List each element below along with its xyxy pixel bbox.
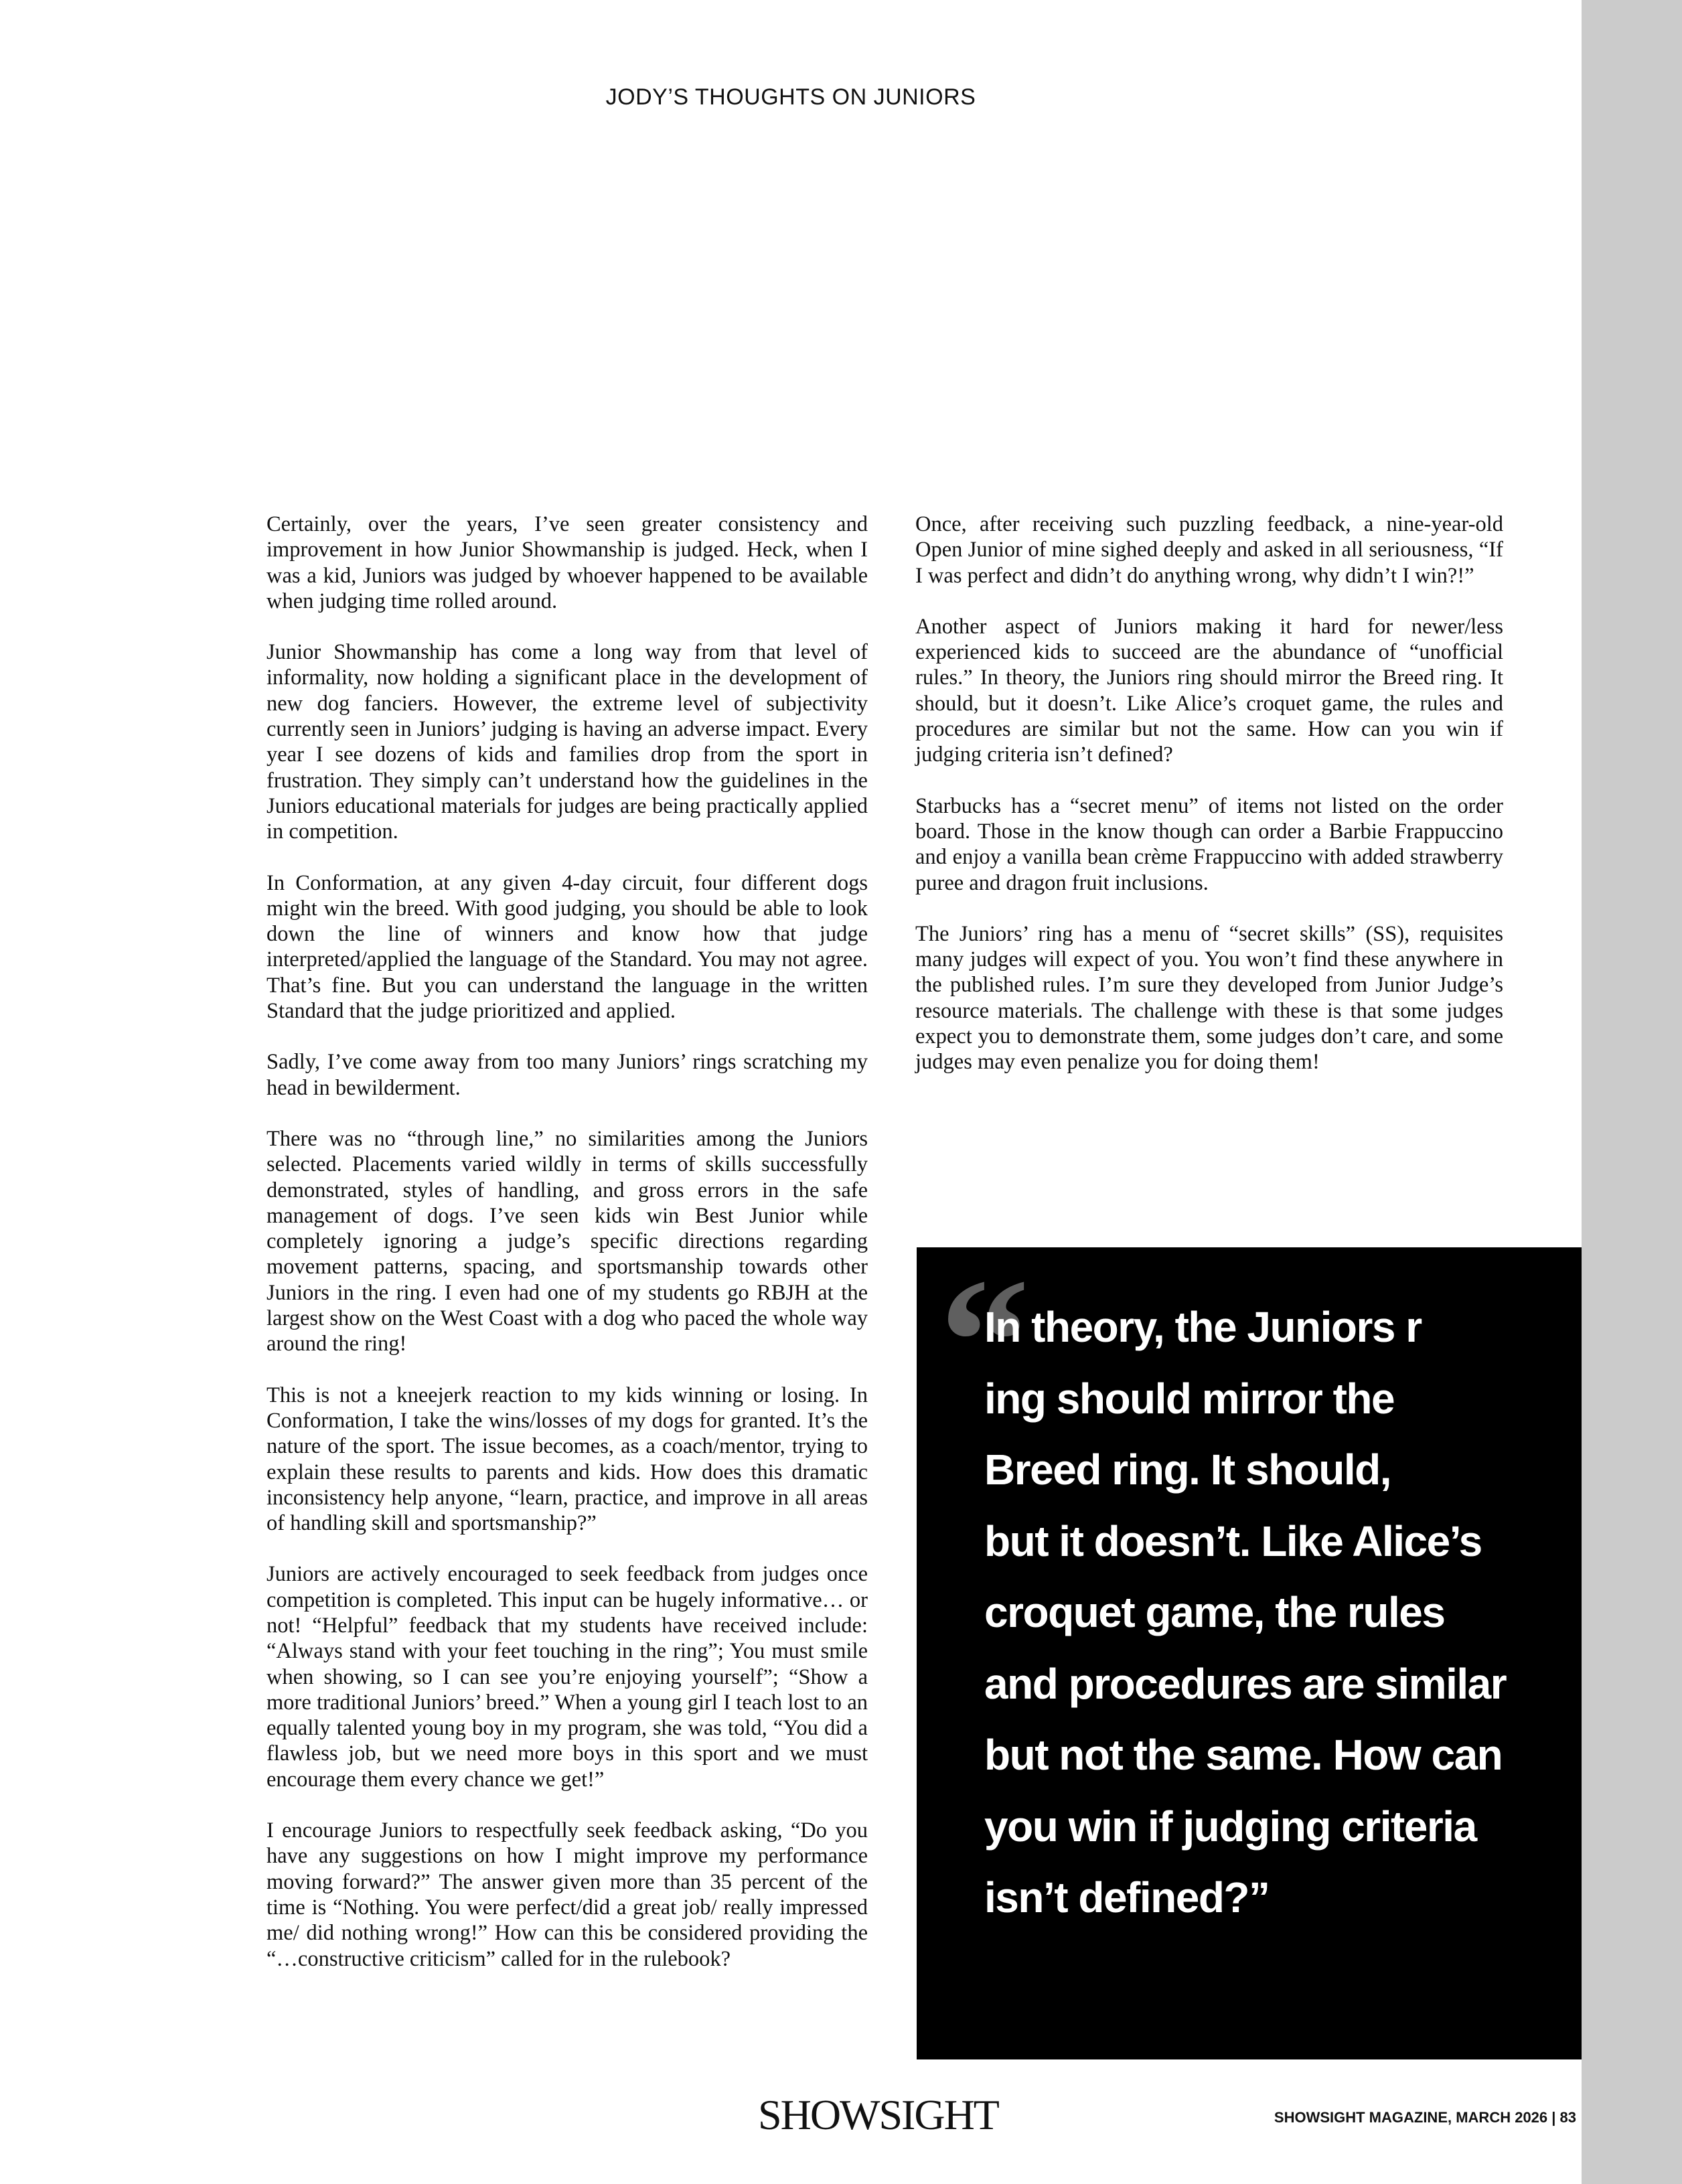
paragraph: Junior Showmanship has come a long way from that level of informality, now holding a significant place in the development of new dog fanciers. However, the extreme level of subjectivity currently seen in Juniors’ judging is having an adverse impact. Every year I see dozens of kids and families drop from the sport in frustration. They simply can’t understand how the guidelines in the Juniors educational materials for judges are being practically applied in competition. [266,640,868,844]
quote-mark-icon: “ [939,1241,1030,1441]
pull-quote-line: you win if judging criteria [984,1802,1476,1851]
paragraph: In Conformation, at any given 4-day circuit, four different dogs might win the breed. With good judging, you should be able to look down the line of winners and know how that judge interpreted/applied the language of the Standard. You may not agree. That’s fine. But you can understand the language in the written Standard that the judge prioritized and applied. [266,870,868,1024]
pull-quote-line: but it doesn’t. Like Alice’s [984,1516,1482,1565]
pull-quote-box [917,1241,1582,2059]
pull-quote-line: Breed ring. It should, [984,1446,1391,1494]
pull-quote-line: ing should mirror the [984,1374,1395,1423]
paragraph: Sadly, I’ve come away from too many Juniors’ rings scratching my head in bewilderment. [266,1050,868,1100]
paragraph: This is not a kneejerk reaction to my kids winning or losing. In Conformation, I take the wins/losses of my dogs for granted. It’s the nature of the sport. The issue becomes, as a coach/mentor, trying to explain these results to parents and kids. How does this dramatic inconsistency help anyone, “learn, practice, and improve in all areas of handling skill and sportsmanship?” [266,1383,868,1536]
pull-quote-text [984,1292,1574,1934]
paragraph: Another aspect of Juniors making it hard for newer/less experienced kids to succeed are the abundance of “unofficial rules.” In theory, the Juniors ring should mirror the Breed ring. It should, but it doesn’t. Like Alice’s croquet game, the rules and procedures are similar but not the same. How can you win if judging criteria isn’t defined? [915,614,1503,767]
magazine-logo: SHOWSIGHT [758,2091,998,2138]
paragraph: Juniors are actively encouraged to seek feedback from judges once competition is completed. This input can be hugely informative… or not! “Helpful” feedback that my students have received include: “Always stand with your feet touching in the ring”; You must smile when showing, so I can see you’re enjoying yourself”; “Show a more traditional Juniors’ breed.” When a young girl I teach lost to an equally talented young boy in my program, she was told, “You did a flawless job, but we need more boys in this sport and we must encourage them every chance we get!” [266,1562,868,1792]
right-column [915,512,1503,1101]
page-header: JODY’S THOUGHTS ON JUNIORS [605,84,976,110]
page-footer: SHOWSIGHT MAGAZINE, MARCH 2026 | 83 [1274,2109,1576,2126]
paragraph: Once, after receiving such puzzling feedback, a nine-year-old Open Junior of mine sighed deeply and asked in all seriousness, “If I was perfect and didn’t do anything wrong, why didn’t I win?!” [915,512,1503,588]
paragraph: I encourage Juniors to respectfully seek feedback asking, “Do you have any suggestions on how I might improve my performance moving forward?” The answer given more than 35 percent of the time is “Nothing. You were perfect/did a great job/ really impressed me/ did nothing wrong!” How can this be considered providing the “…constructive criticism” called for in the rulebook? [266,1818,868,1971]
pull-quote-line: and procedures are similar [984,1659,1507,1708]
pull-quote-line: isn’t defined?” [984,1873,1270,1922]
page-edge-bar [1582,0,1682,2184]
pull-quote-line: but not the same. How can [984,1731,1503,1779]
paragraph: There was no “through line,” no similarities among the Juniors selected. Placements varied wildly in terms of skills successfully demonstrated, styles of handling, and gross errors in the safe management of dogs. I’ve seen kids win Best Junior while completely ignoring a judge’s specific directions regarding movement patterns, spacing, and sportsmanship towards other Juniors in the ring. I even had one of my students go RBJH at the largest show on the West Coast with a dog who paced the whole way around the ring! [266,1126,868,1356]
paragraph: Starbucks has a “secret menu” of items not listed on the order board. Those in the know though can order a Barbie Frappuccino and enjoy a vanilla bean crème Frappuccino with added strawberry puree and dragon fruit inclusions. [915,793,1503,895]
pull-quote-line: In theory, the Juniors r [984,1303,1422,1351]
paragraph: The Juniors’ ring has a menu of “secret skills” (SS), requisites many judges will expect of you. You won’t find these anywhere in the published rules. I’m sure they developed from Junior Judge’s resource materials. The challenge with these is that some judges expect you to demonstrate them, some judges don’t care, and some judges may even penalize you for doing them! [915,921,1503,1075]
left-column [266,512,868,1997]
paragraph: Certainly, over the years, I’ve seen greater consistency and improvement in how Junior Showmanship is judged. Heck, when I was a kid, Juniors was judged by whoever happened to be available when judging time rolled around. [266,512,868,613]
pull-quote-line: croquet game, the rules [984,1588,1445,1636]
